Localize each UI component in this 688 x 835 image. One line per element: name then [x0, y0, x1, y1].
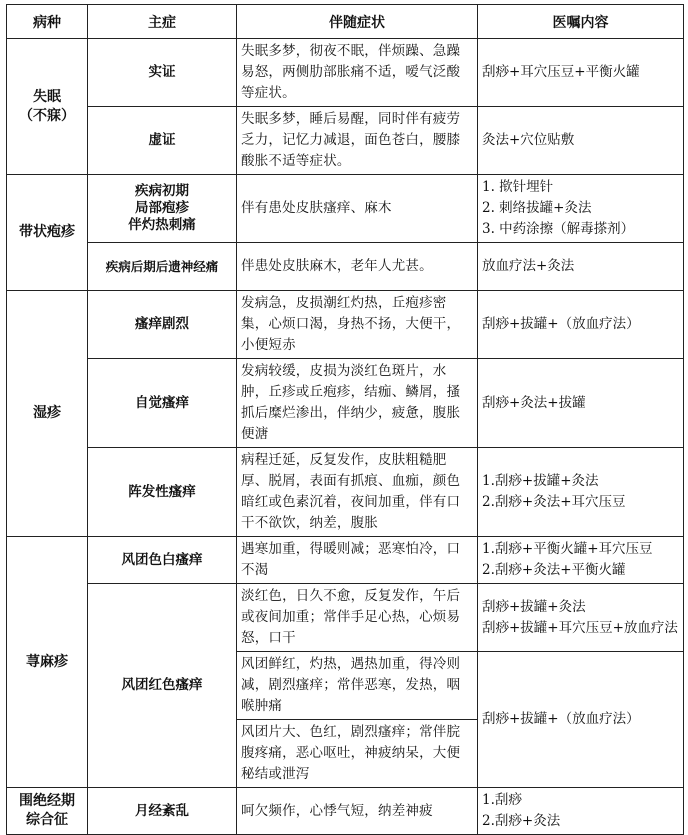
header-row: [7, 5, 684, 39]
header-advice: 医嘱内容: [478, 5, 684, 39]
advice-cell: [478, 175, 684, 243]
disease-name-alt: （不寐）: [19, 107, 75, 124]
symptoms-cell: 发病急，皮损潮红灼热，丘疱疹密集，心烦口渴，身热不扬，大便干，小便短赤: [237, 291, 478, 359]
advice-cell: 刮痧+耳穴压豆+平衡火罐: [478, 39, 684, 107]
disease-cell-menopause: [7, 788, 88, 835]
treatment-table: [6, 4, 684, 835]
table-row: [7, 584, 684, 652]
symptoms-cell: 淡红色，日久不愈，反复发作，午后或夜间加重；常伴手足心热，心烦易怒，口干: [237, 584, 478, 652]
main-symptom-cell: [88, 175, 237, 243]
symptoms-cell: 伴患处皮肤麻木，老年人尤甚。: [237, 243, 478, 291]
advice-line: 2. 刺络拔罐+灸法: [482, 200, 592, 216]
main-symptom-line: 疾病初期: [135, 183, 189, 199]
table-row: [7, 39, 684, 107]
advice-line: 3. 中药涂擦（解毒搽剂）: [482, 221, 635, 237]
advice-line: 1.刮痧: [482, 792, 522, 808]
advice-line: 刮痧+拔罐+灸法: [482, 598, 586, 615]
main-symptom-cell: 风团色白瘙痒: [88, 537, 237, 584]
header-accompanying-symptoms: 伴随症状: [237, 5, 478, 39]
symptoms-cell: 病程迁延，反复发作，皮肤粗糙肥厚、脱屑，表面有抓痕、血痂，颜色暗红或色素沉着，夜间加重，伴有口干不欲饮，纳差，腹胀: [237, 448, 478, 537]
main-symptom-cell: 疾病后期后遗神经痛: [88, 243, 237, 291]
main-symptom-cell: 月经紊乱: [88, 788, 237, 835]
header-disease: 病种: [7, 5, 88, 39]
symptoms-cell: 风团鲜红，灼热，遇热加重，得冷则减，剧烈瘙痒；常伴恶寒，发热，咽喉肿痛: [237, 652, 478, 720]
main-symptom-cell: 虚证: [88, 107, 237, 175]
advice-cell: [478, 584, 684, 652]
advice-line: 1.刮痧+平衡火罐+耳穴压豆: [482, 541, 653, 557]
advice-line: 2.刮痧+灸法+平衡火罐: [482, 562, 626, 578]
advice-cell: 刮痧+拔罐+（放血疗法）: [478, 652, 684, 788]
advice-cell: [478, 788, 684, 835]
main-symptom-cell: 实证: [88, 39, 237, 107]
table-row: [7, 291, 684, 359]
main-symptom-cell: 阵发性瘙痒: [88, 448, 237, 537]
table-row: [7, 243, 684, 291]
symptoms-cell: 失眠多梦，睡后易醒，同时伴有疲劳乏力，记忆力减退，面色苍白，腰膝酸胀不适等症状。: [237, 107, 478, 175]
main-symptom-cell: 风团红色瘙痒: [88, 584, 237, 788]
table-row: [7, 359, 684, 448]
table-row: [7, 448, 684, 537]
main-symptom-line: 局部疱疹: [135, 200, 189, 216]
advice-line: 1.刮痧+拔罐+灸法: [482, 473, 599, 489]
symptoms-cell: 呵欠频作，心悸气短，纳差神疲: [237, 788, 478, 835]
disease-cell-eczema: 湿疹: [7, 291, 88, 537]
table-row: [7, 788, 684, 835]
disease-cell-herpes: 带状疱疹: [7, 175, 88, 291]
main-symptom-cell: 自觉瘙痒: [88, 359, 237, 448]
advice-line: 2.刮痧+灸法+耳穴压豆: [482, 494, 626, 510]
disease-cell-insomnia: [7, 39, 88, 175]
advice-line: 刮痧+拔罐+耳穴压豆+放血疗法: [482, 619, 678, 636]
symptoms-cell: 失眠多梦，彻夜不眠，伴烦躁、急躁易怒，两侧肋部胀痛不适，嗳气泛酸等症状。: [237, 39, 478, 107]
symptoms-cell: 风团片大、色红，剧烈瘙痒；常伴脘腹疼痛，恶心呕吐，神疲纳呆，大便秘结或泄泻: [237, 720, 478, 788]
advice-cell: [478, 448, 684, 537]
header-main-symptom: 主症: [88, 5, 237, 39]
disease-name-alt: 综合征: [26, 812, 68, 828]
advice-cell: 灸法+穴位贴敷: [478, 107, 684, 175]
symptoms-cell: 发病较缓，皮损为淡红色斑片，水肿，丘疹或丘疱疹，结痂、鳞屑，搔抓后糜烂渗出，伴纳少，疲惫，腹胀便溏: [237, 359, 478, 448]
disease-name: 围绝经期: [19, 793, 75, 809]
symptoms-cell: 遇寒加重，得暖则减；恶寒怕冷，口不渴: [237, 537, 478, 584]
advice-cell: 刮痧+拔罐+（放血疗法）: [478, 291, 684, 359]
advice-line: 1. 揿针埋针: [482, 179, 554, 195]
table-row: [7, 107, 684, 175]
symptoms-cell: 伴有患处皮肤瘙痒、麻木: [237, 175, 478, 243]
table-row: [7, 175, 684, 243]
main-symptom-line: 伴灼热刺痛: [128, 217, 196, 233]
disease-name: 失眠: [33, 88, 61, 105]
advice-cell: 放血疗法+灸法: [478, 243, 684, 291]
advice-line: 2.刮痧+灸法: [482, 813, 561, 829]
disease-cell-urticaria: 荨麻疹: [7, 537, 88, 788]
advice-cell: 刮痧+灸法+拔罐: [478, 359, 684, 448]
main-symptom-cell: 瘙痒剧烈: [88, 291, 237, 359]
table-row: [7, 537, 684, 584]
advice-cell: [478, 537, 684, 584]
